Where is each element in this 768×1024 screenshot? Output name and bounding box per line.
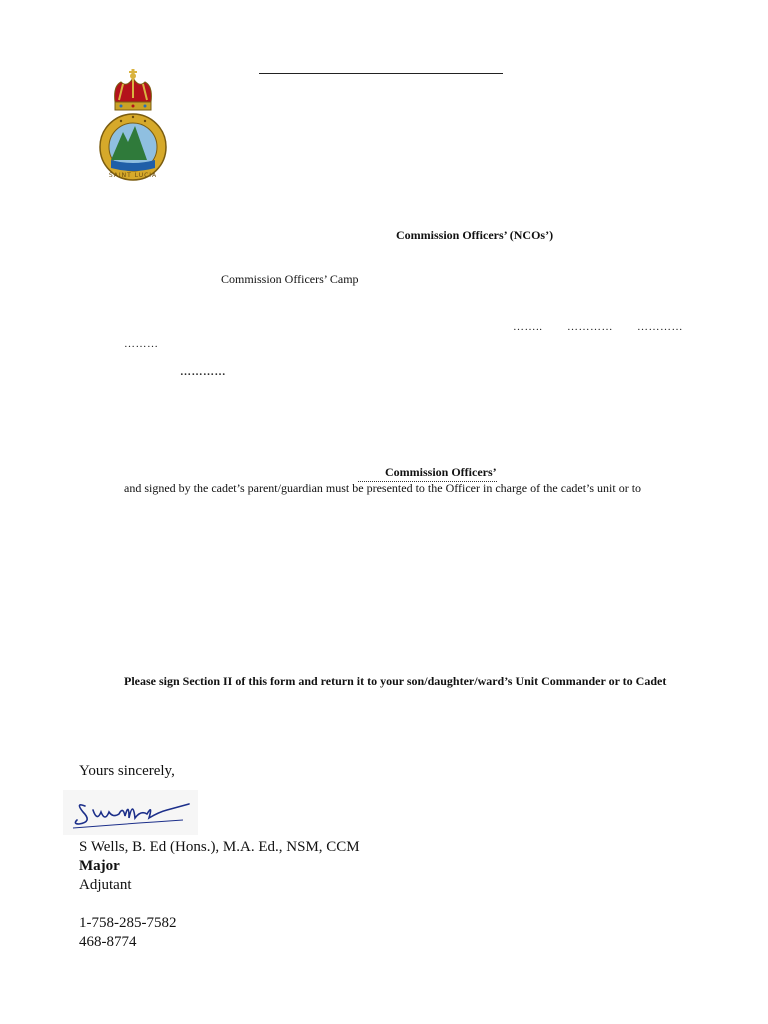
- svg-text:SAINT LUCIA: SAINT LUCIA: [108, 172, 158, 179]
- blank-field-3: …………: [637, 321, 683, 333]
- blank-field-5: …………: [180, 366, 226, 378]
- signatory-position: Adjutant: [79, 877, 132, 893]
- underlined-phrase: Commission Officers’: [358, 465, 497, 482]
- crown-icon: [115, 69, 152, 110]
- signatory-rank: Major: [79, 858, 120, 874]
- camp-name-text: Commission Officers’ Camp: [221, 272, 359, 286]
- blank-field-4: ………: [124, 338, 159, 350]
- signed-instruction-text: and signed by the cadet’s parent/guardian must be presented to the Officer in charge of the cadet’s unit or to: [124, 481, 642, 495]
- blank-field-2: …………: [567, 321, 613, 333]
- salutation: Yours sincerely,: [79, 763, 175, 779]
- phone-number-1: 1-758-285-7582: [79, 915, 177, 931]
- return-instruction-text: Please sign Section II of this form and return it to your son/daughter/ward’s Unit Commander or to Cadet: [124, 674, 667, 688]
- top-horizontal-rule: [259, 73, 503, 74]
- blank-field-1: ……..: [513, 321, 543, 333]
- signatory-name: S Wells, B. Ed (Hons.), M.A. Ed., NSM, CCM: [79, 839, 360, 855]
- signature-image: [63, 790, 198, 835]
- phone-number-2: 468-8774: [79, 934, 137, 950]
- cadet-corps-crest: [95, 68, 171, 186]
- section-title: Commission Officers’ (NCOs’): [396, 228, 554, 242]
